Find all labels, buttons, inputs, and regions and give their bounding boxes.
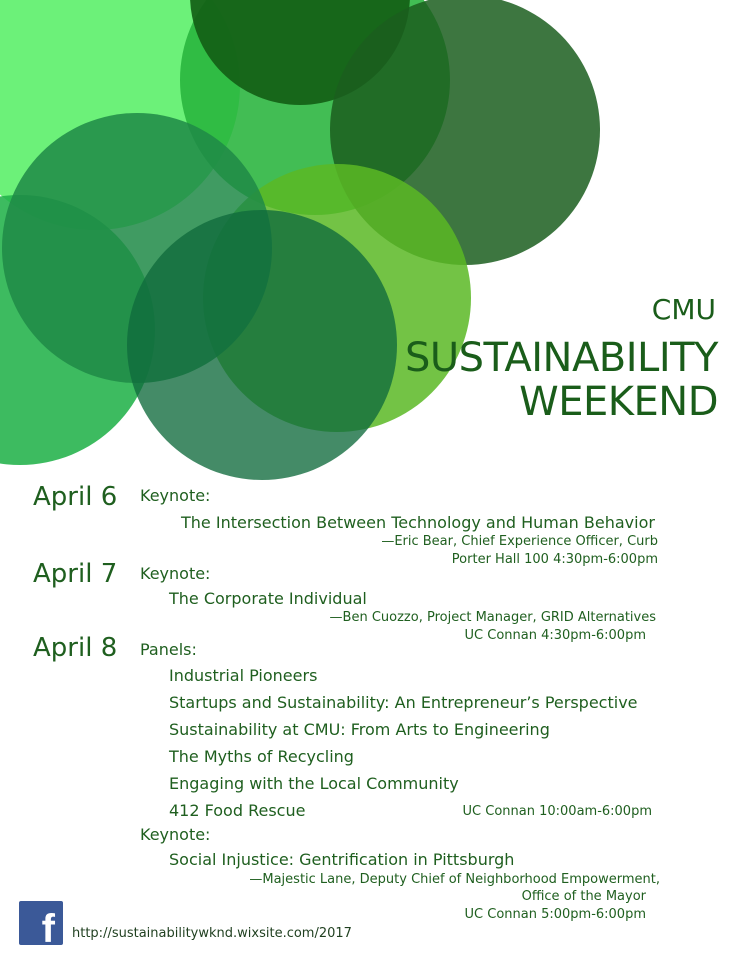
panel-item: Sustainability at CMU: From Arts to Engineering bbox=[169, 720, 550, 739]
facebook-icon[interactable] bbox=[19, 901, 63, 951]
date-april-6: April 6 bbox=[33, 482, 118, 512]
talk-location: Porter Hall 100 4:30pm-6:00pm bbox=[451, 552, 658, 567]
org-label: CMU bbox=[651, 293, 716, 326]
session-label: Keynote: bbox=[140, 564, 211, 583]
facebook-glyph: f bbox=[41, 907, 55, 951]
speaker-credit-line2: Office of the Mayor bbox=[521, 889, 646, 904]
talk-title: The Corporate Individual bbox=[169, 589, 367, 608]
talk-title: The Intersection Between Technology and Human Behavior bbox=[181, 513, 655, 532]
session-label: Keynote: bbox=[140, 825, 211, 844]
speaker-credit: —Majestic Lane, Deputy Chief of Neighborhood Empowerment, bbox=[249, 872, 660, 887]
talk-location: UC Connan 5:00pm-6:00pm bbox=[464, 907, 646, 922]
talk-location: UC Connan 4:30pm-6:00pm bbox=[464, 628, 646, 643]
panel-item: Industrial Pioneers bbox=[169, 666, 318, 685]
panel-item: 412 Food Rescue bbox=[169, 801, 306, 820]
panel-item: The Myths of Recycling bbox=[169, 747, 354, 766]
panel-item: Engaging with the Local Community bbox=[169, 774, 459, 793]
session-label: Keynote: bbox=[140, 486, 211, 505]
panels-location: UC Connan 10:00am-6:00pm bbox=[462, 804, 652, 819]
speaker-credit: —Eric Bear, Chief Experience Officer, Curb bbox=[381, 534, 658, 549]
panel-item: Startups and Sustainability: An Entrepreneur’s Perspective bbox=[169, 693, 638, 712]
date-april-7: April 7 bbox=[33, 559, 118, 589]
page-title-line2: WEEKEND bbox=[519, 379, 718, 425]
page-title-line1: SUSTAINABILITY bbox=[404, 335, 718, 381]
circle-teal-bottom bbox=[127, 210, 397, 480]
website-link[interactable]: http://sustainabilitywknd.wixsite.com/2017 bbox=[72, 926, 352, 941]
talk-title: Social Injustice: Gentrification in Pittsburgh bbox=[169, 850, 515, 869]
date-april-8: April 8 bbox=[33, 633, 118, 663]
speaker-credit: —Ben Cuozzo, Project Manager, GRID Alternatives bbox=[329, 610, 656, 625]
panels-label: Panels: bbox=[140, 640, 197, 659]
